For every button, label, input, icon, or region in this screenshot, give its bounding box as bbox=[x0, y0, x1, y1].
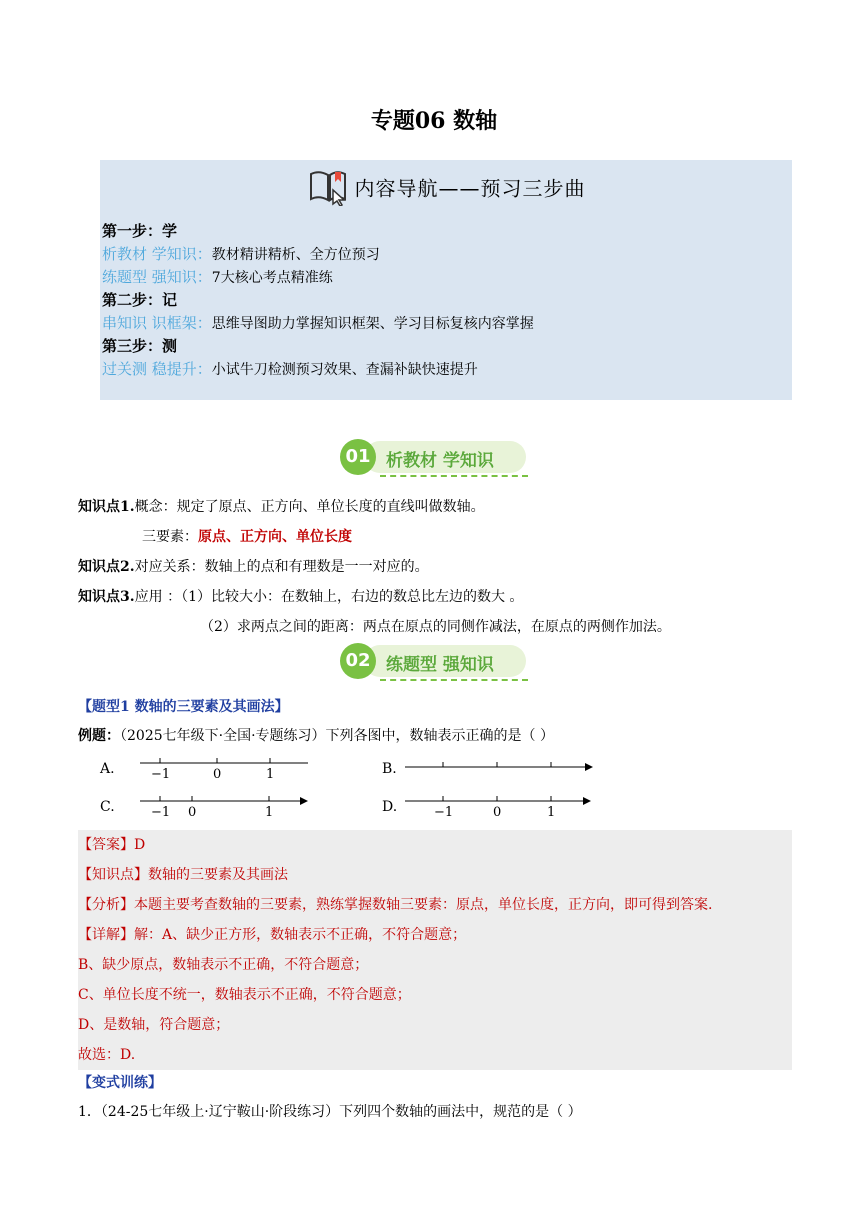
arrow-head bbox=[583, 797, 591, 805]
knowledge-point-2: 知识点2.对应关系：数轴上的点和有理数是一一对应的。 bbox=[78, 559, 429, 575]
step-2: 第二步：记 bbox=[102, 291, 178, 309]
arrow-head bbox=[300, 797, 308, 805]
option-b-letter: B. bbox=[382, 761, 397, 777]
book-icon bbox=[307, 168, 351, 206]
detail-line: B、缺少原点，数轴表示不正确，不符合题意； bbox=[78, 957, 369, 973]
tick-label: 0 bbox=[188, 805, 197, 820]
page-title: 专题06 数轴 bbox=[370, 108, 498, 134]
option-b-number-line bbox=[405, 758, 595, 778]
answer-box bbox=[78, 830, 792, 1070]
nav-line-4: 过关测 稳提升：小试牛刀检测预习效果、查漏补缺快速提升 bbox=[102, 360, 478, 378]
knowledge-tag-line: 【知识点】数轴的三要素及其画法 bbox=[78, 867, 288, 883]
example-question: 例题：（2025七年级下·全国·专题练习）下列各图中，数轴表示正确的是（ ） bbox=[78, 728, 554, 744]
detail-line: 【详解】解：A、缺少正方形，数轴表示不正确，不符合题意； bbox=[78, 927, 467, 943]
knowledge-point-1-elements: 三要素：原点、正方向、单位长度 bbox=[142, 529, 352, 545]
step-3: 第三步：测 bbox=[102, 337, 178, 355]
nav-line-3: 串知识 识框架：思维导图助力掌握知识框架、学习目标复核内容掌握 bbox=[102, 314, 534, 332]
nav-line-1: 析教材 学知识：教材精讲精析、全方位预习 bbox=[102, 245, 380, 263]
detail-line: D、是数轴，符合题意； bbox=[78, 1017, 230, 1033]
variant-question-1: 1．（24-25七年级上·辽宁鞍山·阶段练习）下列四个数轴的画法中，规范的是（ ） bbox=[78, 1104, 582, 1120]
section-number: 02 bbox=[340, 643, 376, 679]
tick-label: 0 bbox=[493, 805, 502, 820]
option-c-number-line bbox=[140, 792, 320, 822]
navigation-heading-text: 内容导航——预习三步曲 bbox=[354, 176, 586, 201]
knowledge-point-3: 知识点3.应用 ：（1）比较大小：在数轴上，右边的数总比左边的数大 。 bbox=[78, 589, 524, 605]
section-badge-2 bbox=[340, 641, 530, 681]
type-1-heading: 【题型1 数轴的三要素及其画法】 bbox=[78, 699, 289, 715]
tick-label: 1 bbox=[547, 805, 556, 820]
content-navigation-box bbox=[100, 160, 792, 400]
option-c-letter: C. bbox=[100, 799, 115, 815]
answer-line: 【答案】D bbox=[78, 837, 146, 853]
knowledge-point-1: 知识点1.概念：规定了原点、正方向、单位长度的直线叫做数轴。 bbox=[78, 499, 485, 515]
knowledge-point-3-distance: （2）求两点之间的距离：两点在原点的同侧作减法，在原点的两侧作加法。 bbox=[200, 619, 671, 635]
tick-label: 1 bbox=[265, 805, 274, 820]
tick-label: −1 bbox=[151, 767, 171, 782]
option-a-letter: A. bbox=[100, 761, 115, 777]
tick-label: −1 bbox=[434, 805, 454, 820]
option-d-letter: D. bbox=[382, 799, 398, 815]
step-1: 第一步：学 bbox=[102, 222, 178, 240]
detail-line: C、单位长度不统一，数轴表示不正确，不符合题意； bbox=[78, 987, 411, 1003]
detail-line: 故选：D. bbox=[78, 1047, 136, 1063]
section-badge-1 bbox=[340, 437, 530, 477]
option-d-number-line bbox=[405, 792, 595, 822]
section-label: 析教材 学知识 bbox=[386, 451, 494, 471]
tick-label: −1 bbox=[151, 805, 171, 820]
analysis-line: 【分析】本题主要考查数轴的三要素，熟练掌握数轴三要素：原点，单位长度，正方向，即可得到答案. bbox=[78, 897, 713, 913]
nav-line-2: 练题型 强知识：7大核心考点精准练 bbox=[102, 268, 333, 286]
section-number: 01 bbox=[340, 439, 376, 475]
section-label: 练题型 强知识 bbox=[386, 655, 494, 675]
navigation-heading bbox=[100, 168, 792, 206]
tick-label: 0 bbox=[213, 767, 222, 782]
option-a-number-line bbox=[140, 754, 320, 784]
variant-heading: 【变式训练】 bbox=[78, 1075, 162, 1091]
tick-label: 1 bbox=[266, 767, 275, 782]
arrow-head bbox=[585, 763, 593, 771]
